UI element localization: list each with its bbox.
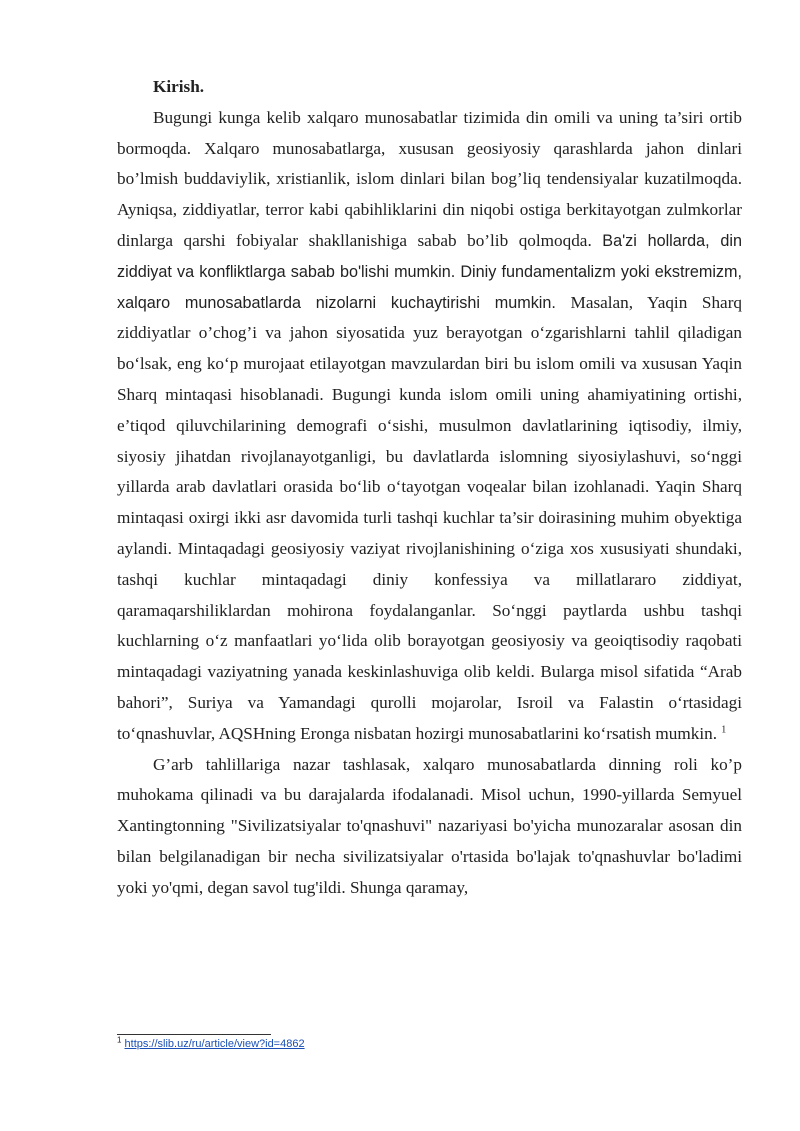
paragraph-western-analysis: G’arb tahlillariga nazar tashlasak, xalqaro munosabatlarda dinning roli ko’p muhokama qilinadi va bu darajalarda ifodalanadi. Misol uchun, 1990-yillarda Semyuel Xantingtonning "Sivilizatsiyalar to'qnashuvi" nazariyasi bo'yicha munozaralar asosan din bilan belgilanadigan bir necha sivilizatsiyalar o'rtasida bo'lajak to'qnashuvlar bo'ladimi yoki yo'qmi, degan savol tug'ildi. Shunga qaramay, bbox=[117, 754, 742, 897]
footnote bbox=[117, 1035, 305, 1050]
paragraph-intro-part3: Masalan, Yaqin Sharq ziddiyatlar o’chog’i va jahon siyosatida yuz berayotgan o‘zgarishlarni tahlil qiladigan bo‘lsak, eng ko‘p murojaat etilayotgan mavzulardan biri bu islom omili va xususan Yaqin Sharq mintaqasi hisoblanadi. Bugungi kunda islom omili uning ahamiyatining ortishi, e’tiqod qiluvchilarining demografi o‘sishi, musulmon davlatlarining iqtisodiy, ilmiy, siyosiy jihatdan rivojlanayotganligi, bu davlatlarda islomning siyosiylashuvi, so‘nggi yillarda arab davlatlari orasida bo‘lib o‘tayotgan voqealar bilan izohlanadi. Yaqin Sharq mintaqasi oxirgi ikki asr davomida turli tashqi kuchlar ta’sir doirasining muhim obyektiga aylandi. Mintaqadagi geosiyosiy vaziyat rivojlanishining o‘ziga xos xususiyati shundaki, tashqi kuchlar mintaqadagi diniy konfessiya va millatlararo ziddiyat, qaramaqarshiliklardan mohirona foydalanganlar. So‘nggi paytlarda ushbu tashqi kuchlarning o‘z manfaatlari yo‘lida olib borayotgan geosiyosiy va geoiqtisodiy raqobati mintaqadagi vaziyatning yanada keskinlashuviga olib keldi. Bularga misol sifatida “Arab bahori”, Suriya va Yamandagi qurolli mojarolar, Isroil va Falastin o‘rtasidagi to‘qnashuvlar, AQSHning Eronga nisbatan hozirgi munosabatlarini ko‘rsatish mumkin. bbox=[117, 292, 743, 743]
footnote-separator bbox=[117, 1034, 271, 1035]
paragraph-intro-part2: Ba'zi hollarda, din ziddiyat va konfliktlarga sabab bo'lishi mumkin. Diniy fundamentalizm yoki ekstremizm, xalqaro munosabatlarda nizolarni kuchaytirishi mumkin. bbox=[117, 231, 743, 312]
footnote-reference[interactable]: 1 bbox=[721, 724, 727, 735]
footnote-link[interactable]: https://slib.uz/ru/article/view?id=4862 bbox=[124, 1038, 305, 1050]
section-heading: Kirish. bbox=[153, 77, 205, 96]
paragraph-intro bbox=[117, 103, 742, 750]
body-text bbox=[117, 72, 742, 904]
footnote-number: 1 bbox=[117, 1035, 122, 1045]
paragraph-intro-part1: Bugungi kunga kelib xalqaro munosabatlar tizimida din omili va uning ta’siri ortib bormoqda. Xalqaro munosabatlarga, xususan geosiyosiy qarashlarda jahon dinlari bo’lmish buddaviylik, xristianlik, islom dinlari bilan bog’liq tendensiyalar kuzatilmoqda. Ayniqsa, ziddiyatlar, terror kabi qabihliklarini din niqobi ostiga berkitayotgan zulmkorlar dinlarga qarshi fobiyalar shakllanishiga sabab bo’lib qolmoqda. bbox=[117, 107, 742, 250]
